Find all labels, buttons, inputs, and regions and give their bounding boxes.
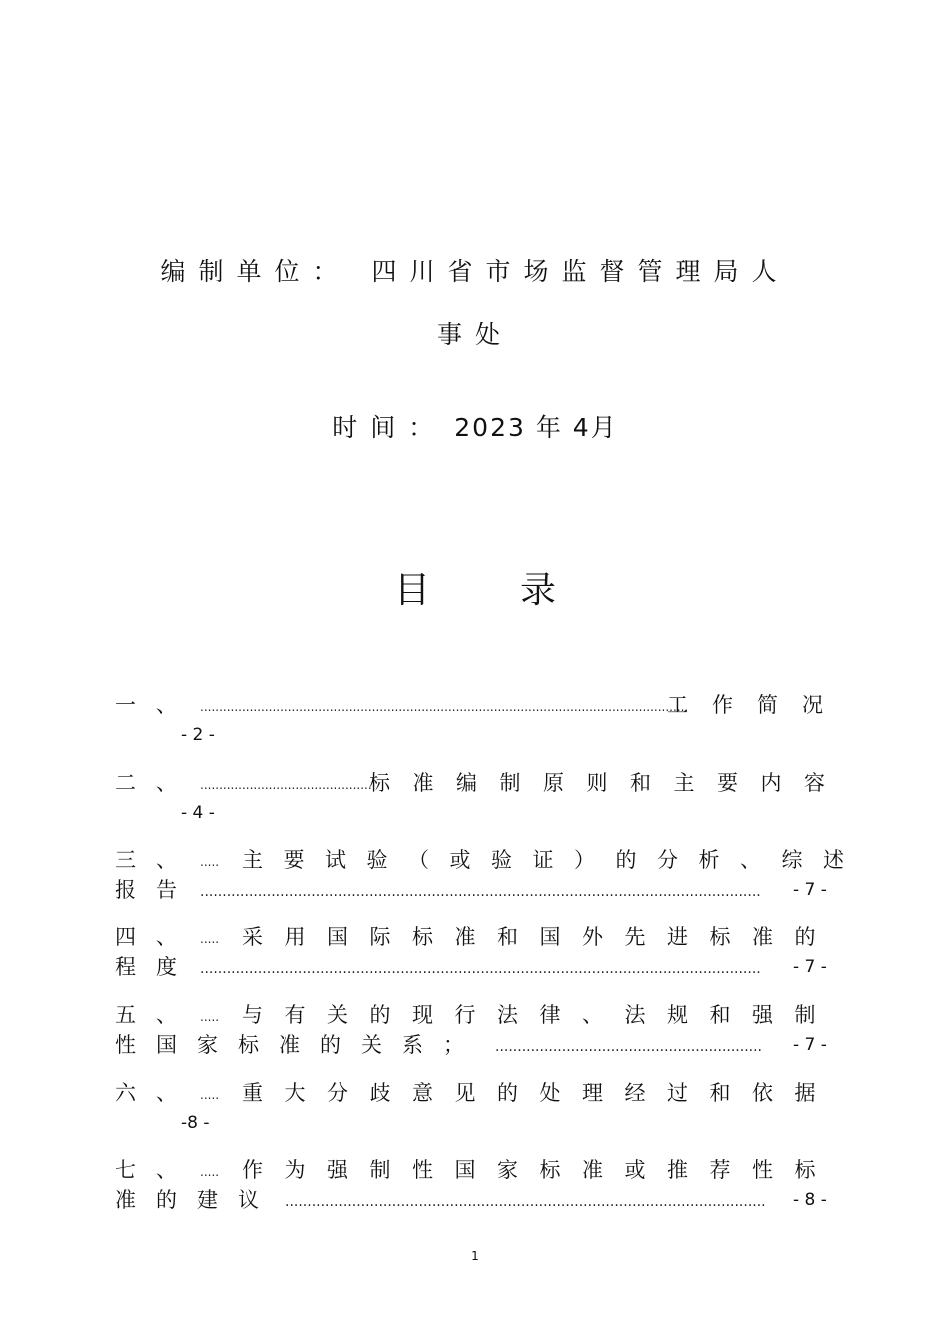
- toc-entry-title: 标准编制原则和主要内容: [369, 771, 848, 795]
- toc-entry-1[interactable]: [115, 690, 847, 720]
- toc-entry-6-page-row: [115, 1108, 830, 1138]
- toc-title-part2: 录: [520, 570, 557, 611]
- toc-entry-number: 六、: [115, 1081, 197, 1105]
- toc-leader: .............................................: [200, 778, 372, 792]
- toc-entry-5-cont[interactable]: [115, 1030, 830, 1060]
- toc-leader: .....: [200, 1010, 220, 1024]
- toc-leader: .....: [200, 1165, 220, 1179]
- toc-entry-title-cont: 程度: [115, 955, 197, 979]
- toc-entry-5[interactable]: [115, 1000, 837, 1030]
- toc-entry-number: 三、: [115, 848, 197, 872]
- toc-entry-number: 二、: [115, 771, 197, 795]
- toc-entry-2-page-row: [115, 798, 830, 828]
- toc-title-part1: 目: [393, 570, 430, 611]
- date-label: 时间：: [332, 413, 447, 442]
- toc-title: [0, 562, 950, 613]
- toc-entry-number: 七、: [115, 1158, 197, 1182]
- toc-entry-3-cont[interactable]: [115, 875, 830, 905]
- toc-entry-title: 重大分歧意见的处理经过和依据: [242, 1081, 837, 1105]
- toc-entry-number: 五、: [115, 1003, 197, 1027]
- toc-entry-page: - 7 -: [793, 957, 827, 977]
- toc-entry-number: 一、: [115, 693, 197, 717]
- toc-entry-page: - 4 -: [181, 803, 215, 823]
- toc-leader: ..............................................................................................................................: [200, 961, 761, 977]
- toc-leader: .....: [200, 855, 220, 869]
- toc-entry-1-page-row: [115, 720, 830, 750]
- toc-leader: ............................................................................................................: [285, 1194, 766, 1210]
- toc-entry-2[interactable]: [115, 768, 848, 798]
- toc-entry-title: 主要试验（或验证）的分析、综述: [242, 848, 865, 872]
- toc-entry-title: 与有关的现行法律、法规和强制: [242, 1003, 837, 1027]
- toc-entry-number: 四、: [115, 925, 197, 949]
- compiling-unit-line1: 编制单位： 四川省市场监督管理局人: [160, 257, 790, 286]
- toc-entry-3[interactable]: [115, 845, 865, 875]
- compiling-unit-line2: 事处: [436, 320, 513, 349]
- toc-entry-title: 作为强制性国家标准或推荐性标: [242, 1158, 837, 1182]
- toc-leader: ............................................................: [495, 1039, 763, 1055]
- toc-entry-4[interactable]: [115, 922, 837, 952]
- toc-leader: ................................................................................................................................: [200, 700, 689, 714]
- toc-entry-page: - 7 -: [793, 1035, 827, 1055]
- toc-entry-7-cont[interactable]: [115, 1185, 830, 1215]
- toc-entry-title: 工作简况: [667, 693, 847, 717]
- page-number: 1: [471, 1249, 479, 1263]
- toc-leader: ..............................................................................................................................: [200, 884, 761, 900]
- date-value: 2023 年 4月: [454, 413, 618, 442]
- toc-leader: .....: [200, 1088, 220, 1102]
- toc-entry-title-cont: 准的建议: [115, 1188, 279, 1212]
- toc-entry-page: - 8 -: [793, 1190, 827, 1210]
- toc-entry-6[interactable]: [115, 1078, 837, 1108]
- toc-entry-title-cont: 性国家标准的关系；: [115, 1033, 484, 1057]
- toc-entry-page: - 2 -: [181, 725, 215, 745]
- toc-entry-page: -8 -: [181, 1113, 210, 1133]
- toc-entry-page: - 7 -: [793, 880, 827, 900]
- date-line: [0, 408, 950, 444]
- toc-leader: .....: [200, 932, 220, 946]
- toc-entry-title: 采用国际标准和国外先进标准的: [242, 925, 837, 949]
- toc-entry-4-cont[interactable]: [115, 952, 830, 982]
- toc-entry-title-cont: 报告: [115, 878, 197, 902]
- toc-entry-7[interactable]: [115, 1155, 837, 1185]
